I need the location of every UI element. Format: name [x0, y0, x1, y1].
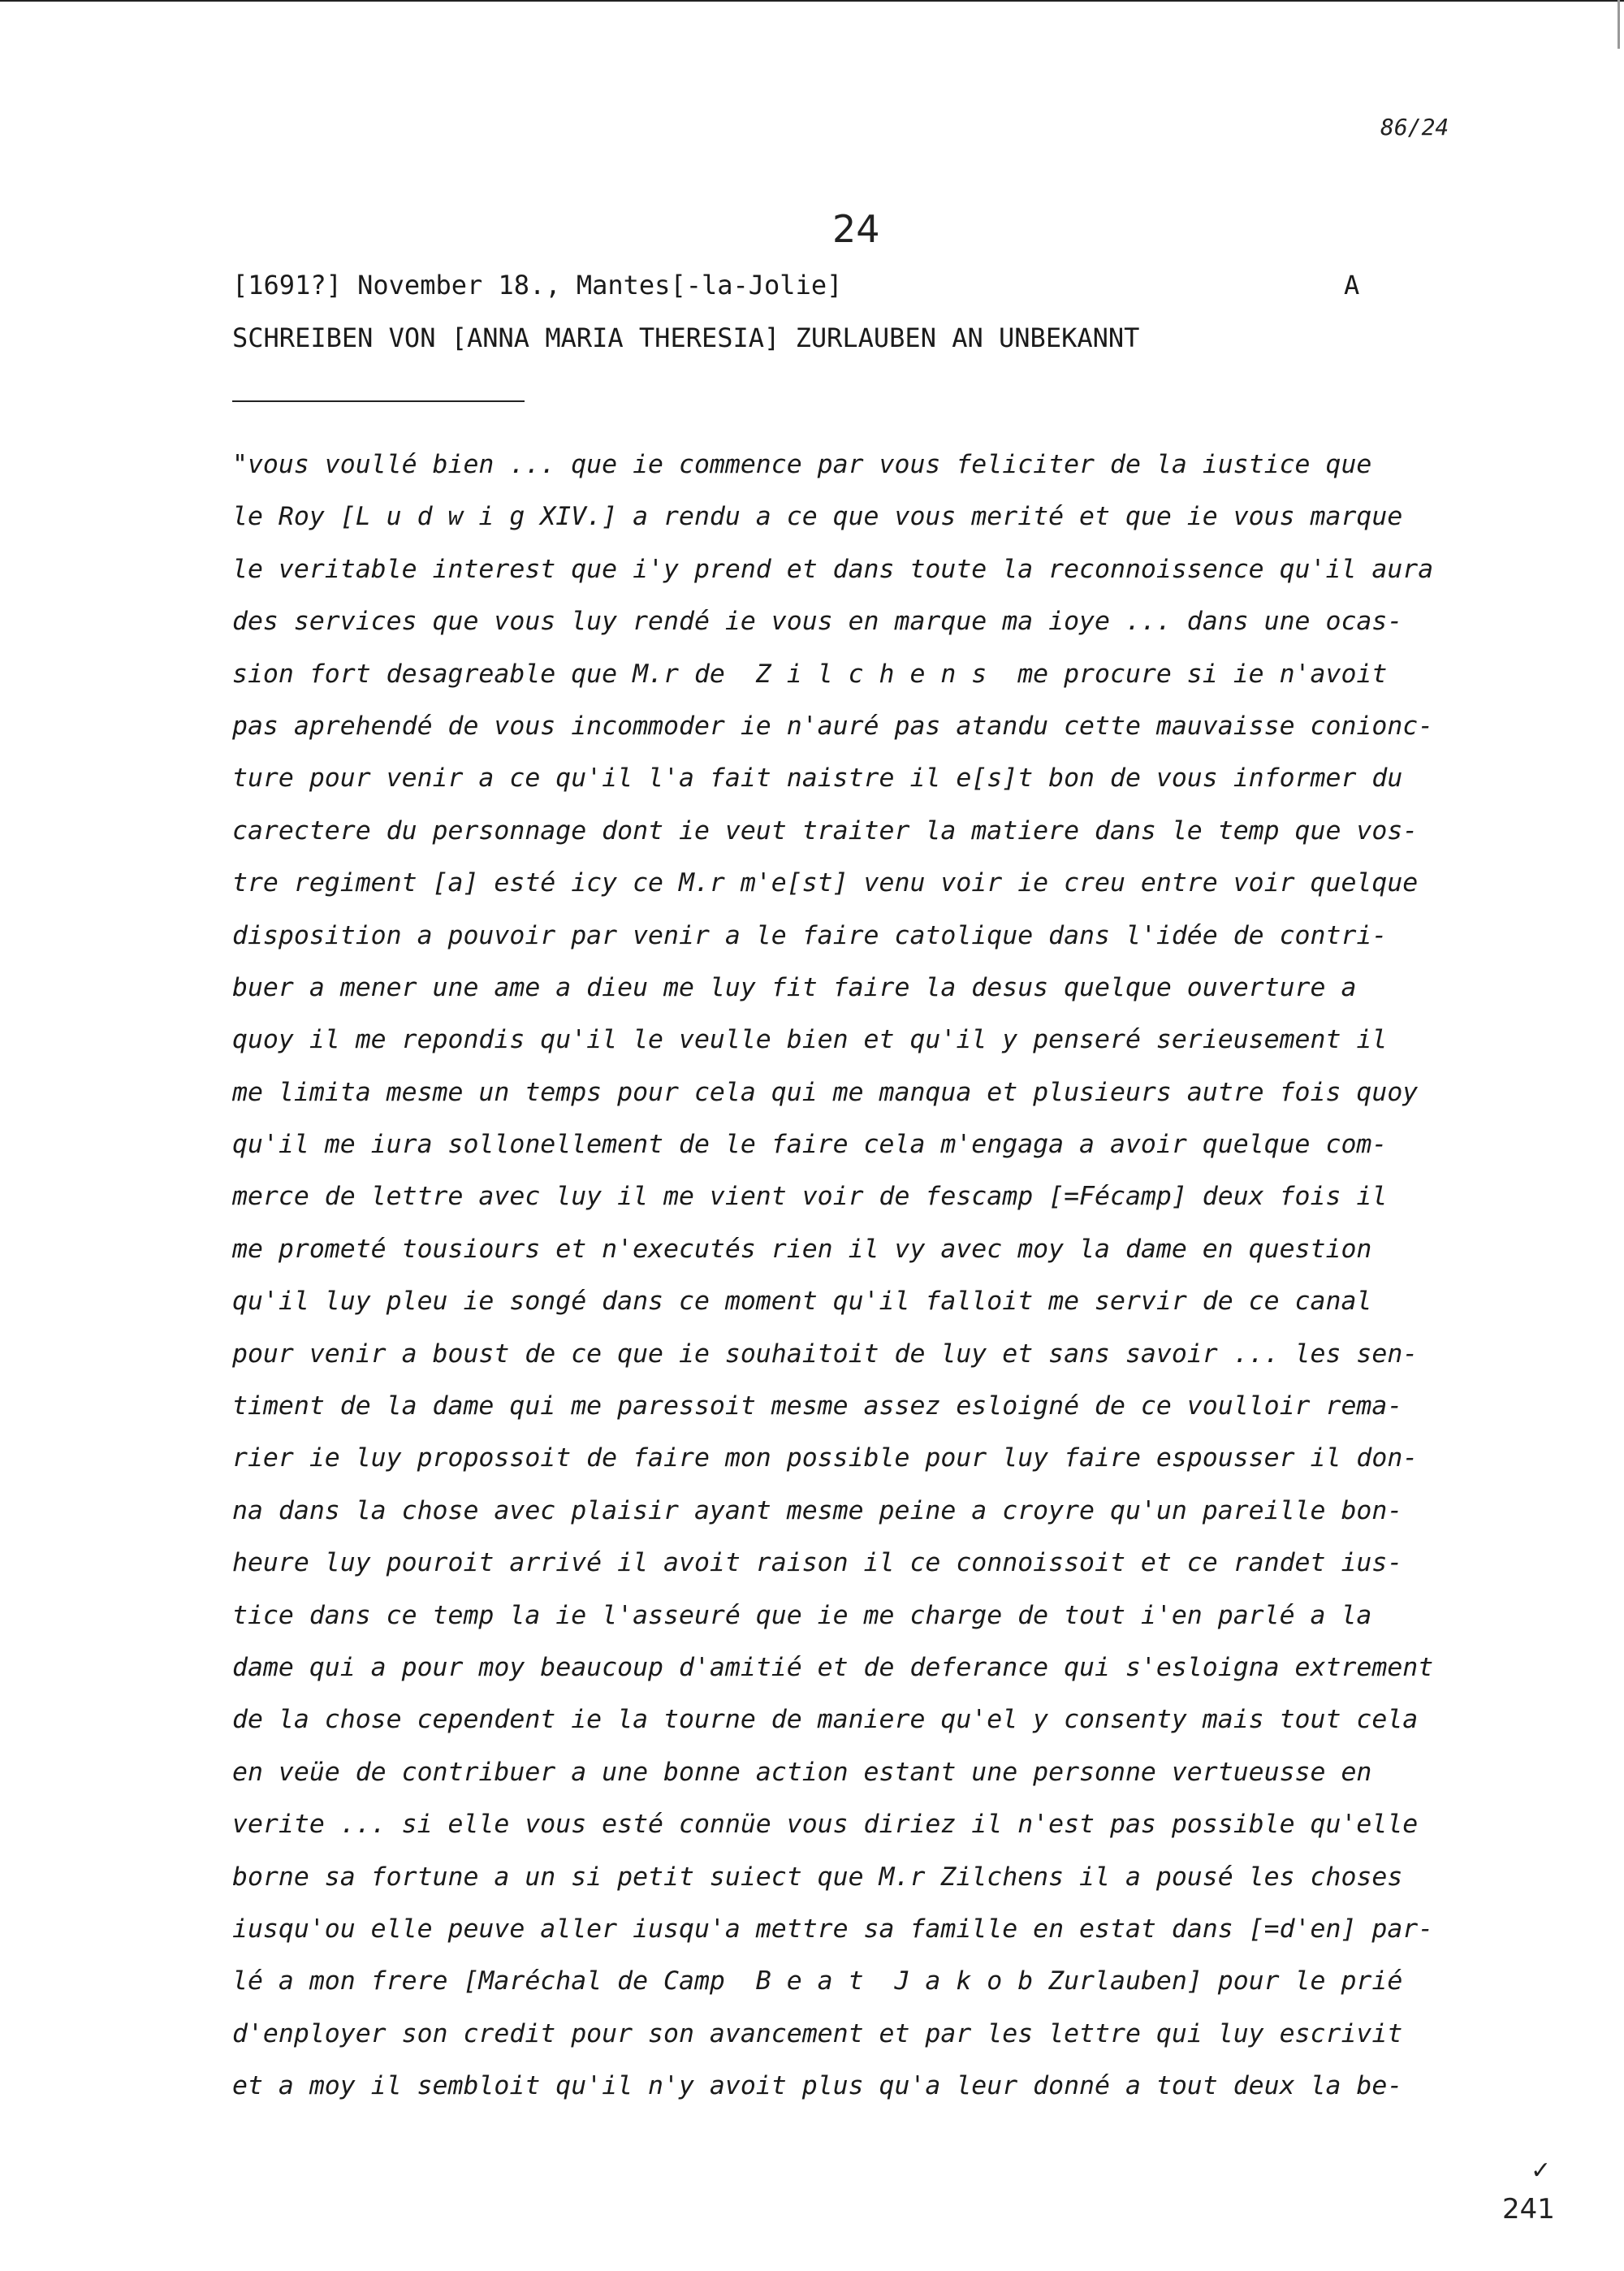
- body-line: me prometé tousiours et n'executés rien il vy avec moy la dame en question: [232, 1234, 1372, 1264]
- body-line: qu'il luy pleu ie songé dans ce moment qu'il falloit me servir de ce canal: [232, 1287, 1372, 1317]
- body-line: des services que vous luy rendé ie vous en marque ma ioye ... dans une ocas-: [232, 607, 1403, 637]
- body-line: qu'il me iura sollonellement de le faire cela m'engaga a avoir quelque com-: [232, 1130, 1388, 1160]
- body-line: rier ie luy propossoit de faire mon possible pour luy faire espousser il don-: [232, 1443, 1419, 1473]
- header-date-place: [1691?] November 18., Mantes[-la-Jolie]: [232, 270, 843, 301]
- body-line: de la chose cependent ie la tourne de maniere qu'el y consenty mais tout cela: [232, 1705, 1419, 1735]
- header-title: SCHREIBEN VON [ANNA MARIA THERESIA] ZURLAUBEN AN UNBEKANNT: [232, 322, 1140, 353]
- body-line: "vous voullé bien ... que ie commence par vous feliciter de la iustice que: [232, 450, 1372, 479]
- body-line: buer a mener une ame a dieu me luy fit faire la desus quelque ouverture a: [232, 972, 1357, 1002]
- body-line: timent de la dame qui me paressoit mesme assez esloigné de ce voulloir rema-: [232, 1391, 1403, 1421]
- body-line: pas aprehendé de vous incommoder ie n'auré pas atandu cette mauvaisse conionc-: [232, 711, 1434, 741]
- header-marker: A: [1344, 270, 1360, 301]
- body-line: iusqu'ou elle peuve aller iusqu'a mettre sa famille en estat dans [=d'en] par-: [232, 1914, 1434, 1944]
- body-line: quoy il me repondis qu'il le veulle bien et qu'il y penseré serieusement il: [232, 1025, 1388, 1055]
- body-line: verite ... si elle vous esté connüe vous diriez il n'est pas possible qu'elle: [232, 1810, 1419, 1840]
- body-line: heure luy pouroit arrivé il avoit raison il ce connoissoit et ce randet ius-: [232, 1548, 1403, 1578]
- handwritten-mark: 241: [1502, 2193, 1555, 2226]
- body-line: tre regiment [a] esté icy ce M.r m'e[st] venu voir ie creu entre voir quelque: [232, 868, 1419, 898]
- body-line: en veüe de contribuer a une bonne action estant une personne vertueusse en: [232, 1757, 1372, 1787]
- page-number: 86/24: [1380, 114, 1449, 141]
- top-border-line: [0, 0, 1624, 2]
- body-line: lé a mon frere [Maréchal de Camp B e a t J a k o b Zurlauben] pour le prié: [232, 1966, 1403, 1996]
- document-number: 24: [832, 207, 880, 251]
- body-line: sion fort desagreable que M.r de Z i l c h e n s me procure si ie n'avoit: [232, 659, 1388, 689]
- body-line: na dans la chose avec plaisir ayant mesme peine a croyre qu'un pareille bon-: [232, 1495, 1403, 1525]
- body-line: carectere du personnage dont ie veut traiter la matiere dans le temp que vos-: [232, 815, 1419, 846]
- body-line: le Roy [L u d w i g XIV.] a rendu a ce que vous merité et que ie vous marque: [232, 502, 1403, 532]
- body-line: borne sa fortune a un si petit suiect que M.r Zilchens il a pousé les choses: [232, 1862, 1403, 1892]
- body-line: tice dans ce temp la ie l'asseuré que ie me charge de tout i'en parlé a la: [232, 1600, 1372, 1630]
- body-line: dame qui a pour moy beaucoup d'amitié et de deferance qui s'esloigna extrement: [232, 1652, 1434, 1682]
- separator-rule: [232, 400, 525, 402]
- body-line: disposition a pouvoir par venir a le faire catolique dans l'idée de contri-: [232, 920, 1388, 950]
- body-line: le veritable interest que i'y prend et dans toute la reconnoissence qu'il aura: [232, 554, 1434, 584]
- body-line: et a moy il sembloit qu'il n'y avoit plus qu'a leur donné a tout deux la be-: [232, 2071, 1403, 2101]
- body-line: me limita mesme un temps pour cela qui me manqua et plusieurs autre fois quoy: [232, 1077, 1419, 1107]
- body-line: d'enployer son credit pour son avancement et par les lettre qui luy escrivit: [232, 2018, 1403, 2048]
- check-mark: ✓: [1531, 2156, 1552, 2185]
- letter-body: [232, 439, 1523, 2113]
- body-line: pour venir a boust de ce que ie souhaitoit de luy et sans savoir ... les sen-: [232, 1339, 1419, 1369]
- body-line: merce de lettre avec luy il me vient voir de fescamp [=Fécamp] deux fois il: [232, 1182, 1388, 1212]
- body-line: ture pour venir a ce qu'il l'a fait naistre il e[s]t bon de vous informer du: [232, 763, 1403, 794]
- right-edge-mark: [1618, 0, 1620, 49]
